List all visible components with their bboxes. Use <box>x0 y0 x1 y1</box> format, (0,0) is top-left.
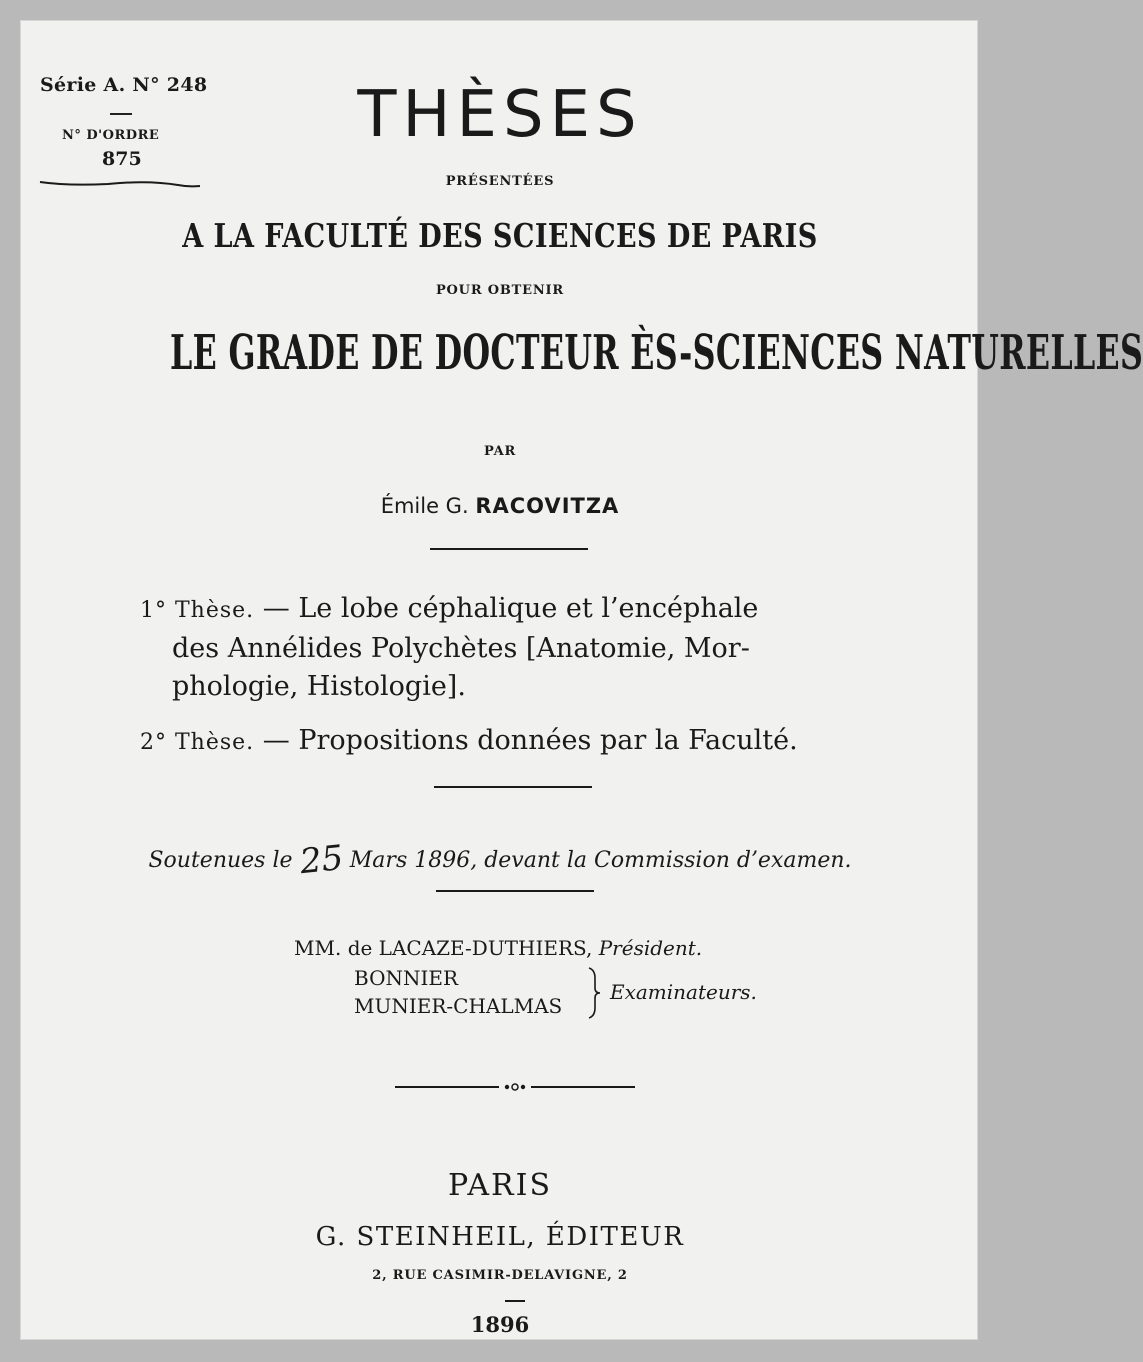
ornament-rule <box>395 1080 635 1094</box>
defense-prefix: Soutenues le <box>148 848 293 873</box>
president-name: de LACAZE-DUTHIERS, <box>347 936 593 960</box>
jury-brace <box>586 966 604 1020</box>
examiner-2: MUNIER-CHALMAS <box>354 994 563 1018</box>
examiner-1: BONNIER <box>354 966 459 990</box>
ordre-label: N° D'ORDRE <box>62 128 160 143</box>
these-1 <box>140 590 900 706</box>
faculte-heading: A LA FACULTÉ DES SCIENCES DE PARIS <box>182 216 818 255</box>
publisher-name: G. STEINHEIL, ÉDITEUR <box>315 1222 685 1252</box>
defense-suffix: Mars 1896, devant la Commission d’examen. <box>349 848 852 873</box>
divider-3 <box>436 890 594 892</box>
jury-president <box>294 936 702 960</box>
serie-number: Série A. N° 248 <box>40 74 208 96</box>
defense-day: 25 <box>297 837 345 883</box>
par-text: PAR <box>483 444 517 459</box>
examiner-role: Examinateurs. <box>610 980 757 1004</box>
these-1-line2: des Annélides Polychètes [Anatomie, Mor- <box>172 633 750 664</box>
these-1-line3: phologie, Histologie]. <box>172 671 466 702</box>
publication-year: 1896 <box>470 1312 530 1337</box>
these-1-line1: — Le lobe céphalique et l’encéphale <box>262 593 759 624</box>
author-name <box>0 494 1000 518</box>
grade-heading: LE GRADE DE DOCTEUR ÈS-SCIENCES NATURELLES <box>170 325 1143 381</box>
author-surname: RACOVITZA <box>475 494 620 518</box>
pour-obtenir-text: POUR OBTENIR <box>435 283 565 298</box>
these-2-line1: — Propositions données par la Faculté. <box>262 725 798 756</box>
divider-1 <box>430 548 588 550</box>
page-title: THÈSES <box>357 78 643 152</box>
president-role: Président. <box>598 936 703 960</box>
these-2-label: 2° Thèse. <box>140 730 255 755</box>
year-dash <box>505 1300 525 1302</box>
jury-mm: MM. <box>294 936 342 960</box>
presentees-text: PRÉSENTÉES <box>445 174 555 189</box>
these-1-label: 1° Thèse. <box>140 598 255 623</box>
publisher-city: PARIS <box>447 1168 553 1203</box>
author-firstname: Émile G. <box>380 494 469 518</box>
these-2 <box>140 722 900 762</box>
divider-2 <box>434 786 592 788</box>
defense-line <box>0 836 1000 883</box>
ordre-number: 875 <box>102 148 142 170</box>
publisher-address: 2, RUE CASIMIR-DELAVIGNE, 2 <box>372 1268 628 1283</box>
